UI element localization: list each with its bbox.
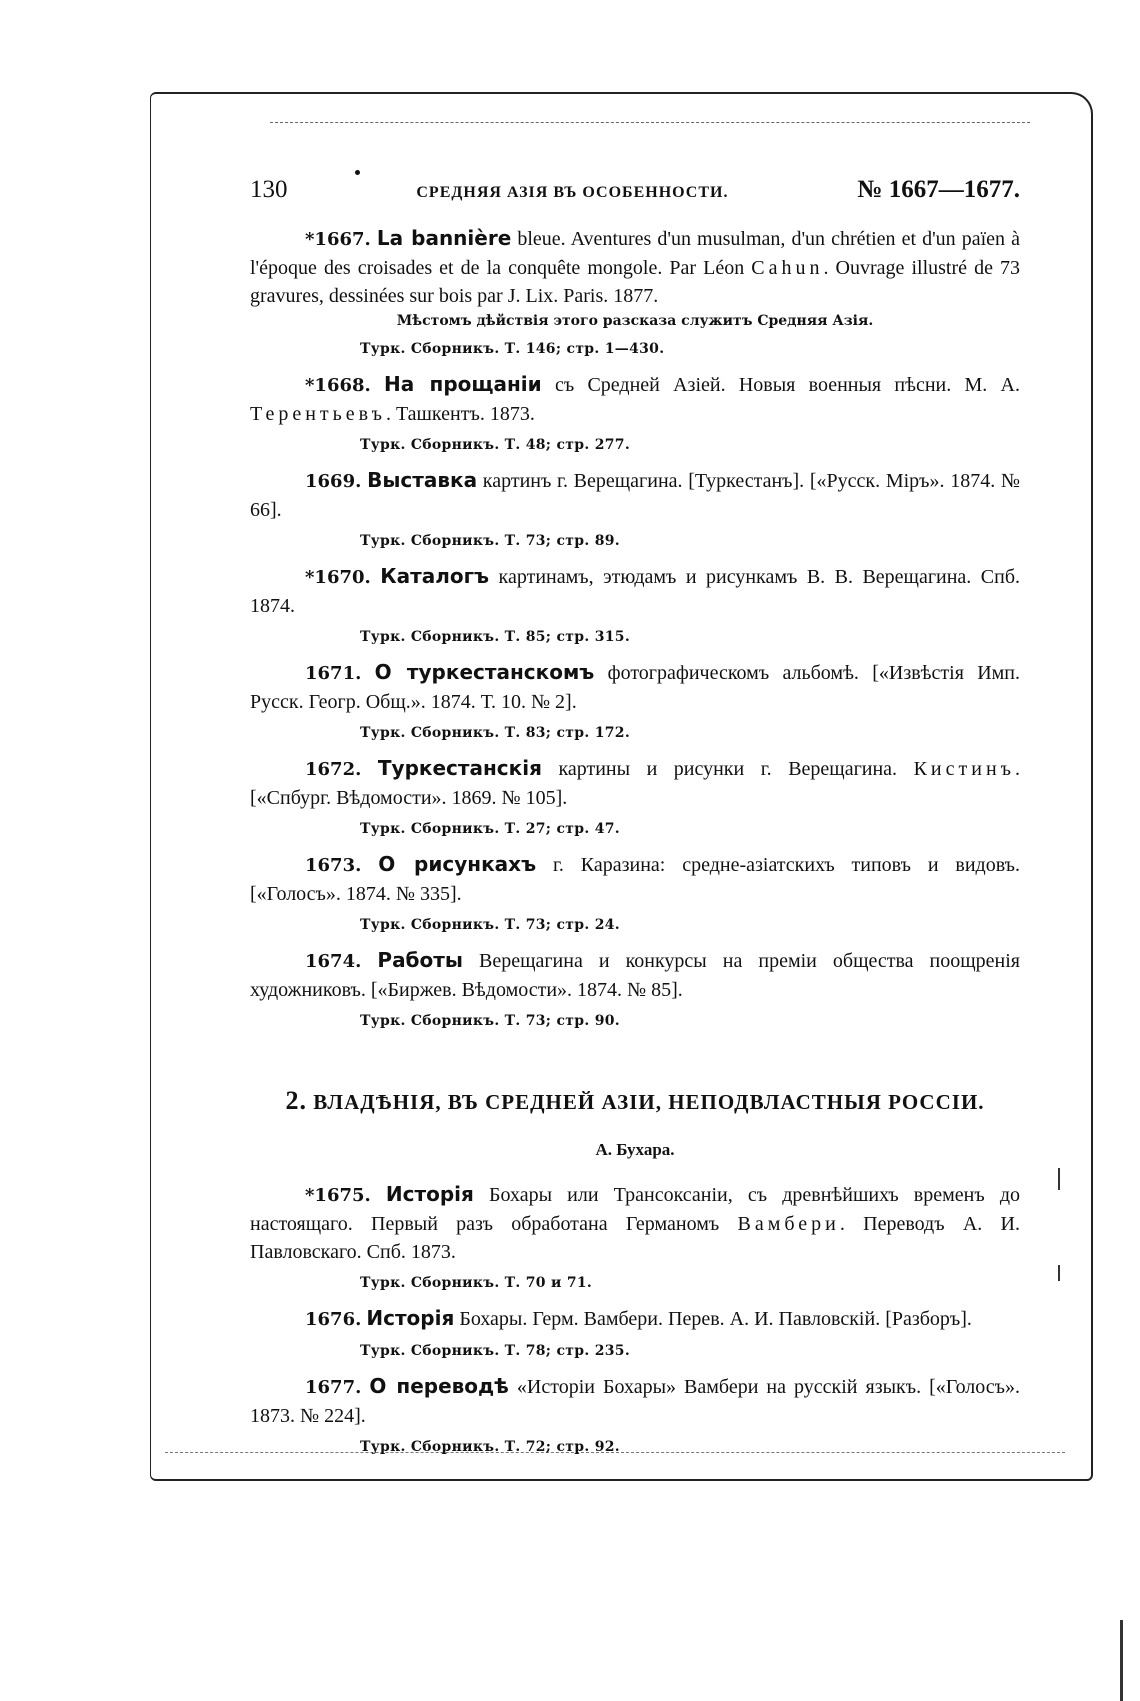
bibliography-entry — [250, 946, 1020, 1038]
entry-lead-words: На прощаніи — [384, 372, 542, 396]
entry-lead-words: Работы — [377, 948, 463, 972]
entry-text — [250, 466, 1020, 524]
section-heading: ВЛАДѢНІЯ, ВЪ СРЕДНЕЙ АЗІИ, НЕПОДВЛАСТНЫЯ РОССІИ. — [313, 1090, 985, 1114]
entry-lead-words: О переводѣ — [369, 1374, 509, 1398]
bibliography-entry — [250, 850, 1020, 942]
entry-text — [250, 850, 1020, 908]
entry-lead-words: Исторія — [385, 1182, 474, 1206]
margin-mark — [1058, 1265, 1060, 1281]
bibliography-entry — [250, 370, 1020, 462]
entry-text — [250, 224, 1020, 310]
entry-citation: Турк. Сборникъ. Т. 73; стр. 24. — [360, 917, 620, 933]
entry-body: bleue. Aventures d'un musulman, d'un chrétien et d'un païen à l'époque des croisades et de la conquête mongole. Par Léon — [250, 228, 1021, 279]
bibliography-entry — [250, 466, 1020, 558]
entry-author: Cahun — [751, 257, 824, 279]
section-number: 2. — [285, 1086, 307, 1115]
bibliography-entry — [250, 658, 1020, 750]
entry-lead-words: О туркестанскомъ — [374, 660, 595, 684]
entry-body-tail: . Переводъ А. И. Павловскаго. Спб. 1873. — [250, 1213, 1020, 1263]
margin-mark — [1120, 1620, 1123, 1701]
entry-number: *1670. — [305, 567, 371, 588]
entry-lead-words: Каталогъ — [380, 564, 490, 588]
entry-lead-words: La bannière — [376, 226, 512, 250]
entry-text — [250, 1372, 1020, 1430]
entry-body-tail: . [«Спбург. Вѣдомости». 1869. № 105]. — [250, 758, 1020, 809]
entry-body: «Исторіи Бохары» Вамбери на русскій языкъ. [«Голосъ». 1873. № 224]. — [250, 1376, 1021, 1427]
entry-citation: Турк. Сборникъ. Т. 146; стр. 1—430. — [360, 341, 665, 357]
running-head — [250, 176, 1020, 216]
entry-citation: Турк. Сборникъ. Т. 83; стр. 172. — [360, 725, 630, 741]
entry-number: 1674. — [305, 951, 362, 972]
bibliography-entry — [250, 1304, 1020, 1368]
entry-range: № 1667—1677. — [857, 176, 1020, 203]
entries-part-1 — [250, 224, 1020, 1038]
entry-body: съ Средней Азіей. Новыя военныя пѣсни. М. А. — [541, 374, 1020, 396]
entry-author: Терентьевъ — [250, 403, 386, 425]
entry-text — [250, 658, 1020, 716]
entry-citation: Турк. Сборникъ. Т. 72; стр. 92. — [360, 1439, 620, 1455]
bibliography-entry — [250, 1372, 1020, 1464]
entry-body: картины и рисунки г. Верещагина. — [541, 758, 914, 780]
entry-number: *1667. — [305, 229, 371, 250]
entry-number: 1671. — [305, 663, 362, 684]
entry-lead-words: Туркестанскія — [377, 756, 542, 780]
entry-text — [250, 562, 1020, 620]
entry-text — [250, 754, 1020, 812]
entry-number: 1673. — [305, 855, 362, 876]
entry-lead-words: Выставка — [367, 468, 478, 492]
entry-body: г. Каразина: средне-азіатскихъ типовъ и видовъ. [«Голосъ». 1874. № 335]. — [250, 854, 1020, 905]
subsection-title: А. Бухара. — [595, 1140, 675, 1159]
entry-body: Верещагина и конкурсы на преміи общества поощренія художниковъ. [«Биржев. Вѣдомости». 1874. № 85]. — [250, 950, 1020, 1001]
entry-number: *1675. — [305, 1185, 371, 1206]
entry-citation: Турк. Сборникъ. Т. 70 и 71. — [360, 1275, 593, 1291]
entry-body-tail: . Ташкентъ. 1873. — [385, 403, 535, 425]
entry-number: 1677. — [305, 1377, 362, 1398]
entry-citation: Турк. Сборникъ. Т. 78; стр. 235. — [360, 1343, 630, 1359]
entry-body: картинамъ, этюдамъ и рисункамъ В. В. Верещагина. Спб. 1874. — [250, 566, 1021, 617]
entry-author: Кистинъ — [913, 758, 1015, 780]
page-number: 130 — [250, 176, 288, 203]
margin-mark — [1058, 1168, 1060, 1190]
entry-text — [250, 1304, 1020, 1334]
entry-body: Бохары или Трансоксаніи, съ древнѣйшихъ временъ до настоящаго. Первый разъ обработана Германомъ — [250, 1184, 1020, 1235]
entry-lead-words: О рисункахъ — [378, 852, 537, 876]
entry-author: Вамбери — [737, 1213, 840, 1235]
entry-citation: Турк. Сборникъ. Т. 48; стр. 277. — [360, 437, 630, 453]
entry-note: Мѣстомъ дѣйствія этого разсказа служитъ Средняя Азія. — [396, 313, 874, 329]
entry-text — [250, 370, 1020, 428]
entry-body: картинъ г. Верещагина. [Туркестанъ]. [«Русск. Міръ». 1874. № 66]. — [250, 470, 1021, 521]
bibliography-entry — [250, 1180, 1020, 1300]
entry-citation: Турк. Сборникъ. Т. 85; стр. 315. — [360, 629, 630, 645]
frame-top-rule — [270, 122, 1030, 123]
entry-citation: Турк. Сборникъ. Т. 27; стр. 47. — [360, 821, 620, 837]
entry-body: Бохары. Герм. Вамбери. Перев. А. И. Павловскій. [Разборъ]. — [454, 1308, 972, 1330]
entry-citation: Турк. Сборникъ. Т. 73; стр. 90. — [360, 1013, 620, 1029]
entry-number: 1676. — [305, 1309, 362, 1330]
entry-number: *1668. — [305, 375, 371, 396]
entry-number: 1672. — [305, 759, 362, 780]
ink-dot — [355, 170, 360, 175]
entry-citation: Турк. Сборникъ. Т. 73; стр. 89. — [360, 533, 620, 549]
bibliography-entry — [250, 562, 1020, 654]
entry-text — [250, 1180, 1020, 1266]
entry-text — [250, 946, 1020, 1004]
entry-number: 1669. — [305, 471, 362, 492]
entries-part-2 — [250, 1180, 1020, 1464]
running-title: СРЕДНЯЯ АЗІЯ ВЪ ОСОБЕННОСТИ. — [416, 184, 729, 201]
bibliography-entry — [250, 754, 1020, 846]
entry-body: фотографическомъ альбомѣ. [«Извѣстія Имп. Русск. Геогр. Общ.». 1874. Т. 10. № 2]. — [250, 662, 1020, 713]
entry-lead-words: Исторія — [366, 1306, 455, 1330]
section-title — [250, 1086, 1020, 1116]
entry-body-tail: . Ouvrage illustré de 73 gravures, dessinées sur bois par J. Lix. Paris. 1877. — [250, 257, 1021, 307]
bibliography-entry — [250, 224, 1020, 366]
page-content — [250, 176, 1020, 1468]
